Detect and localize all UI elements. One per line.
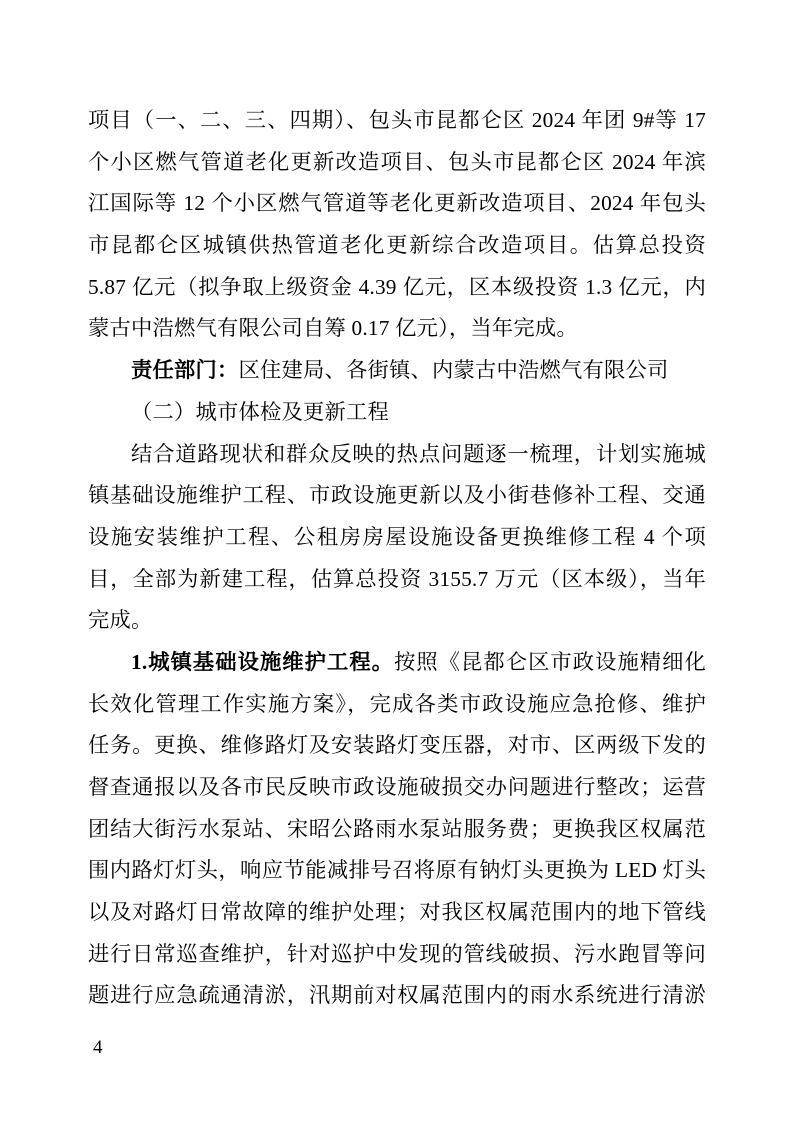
text-line: 项目（一、二、三、四期）、包头市昆都仑区 2024 年团 9#等 17 [88,108,706,132]
text-line: 以及对路灯日常故障的维护处理；对我区权属范围内的地下管线 [88,900,706,925]
text-line: 督查通报以及各市民反映市政设施破损交办问题进行整改；运营 [88,775,706,799]
text-line: 蒙古中浩燃气有限公司自筹 0.17 亿元），当年完成。 [88,316,578,341]
text-line: 个小区燃气管道老化更新改造项目、包头市昆都仑区 2024 年滨 [88,149,706,174]
text-line: 镇基础设施维护工程、市政设施更新以及小街巷修补工程、交通 [88,483,706,508]
bold-lead-text: 1.城镇基础设施维护工程。 [131,649,395,674]
text-line: 目，全部为新建工程，估算总投资 3155.7 万元（区本级），当年 [88,566,706,591]
text-line: 1.城镇基础设施维护工程。按照《昆都仑区市政设施精细化 [131,649,706,674]
text-line: （二）城市体检及更新工程 [131,399,389,424]
text-line: 进行日常巡查维护，针对巡护中发现的管线破损、污水跑冒等问 [88,941,706,966]
text-line: 题进行应急疏通清淤，汛期前对权属范围内的雨水系统进行清淤 [88,983,706,1008]
document-body [88,100,706,1017]
text-line: 任务。更换、维修路灯及安装路灯变压器，对市、区两级下发的 [88,733,706,758]
text-line: 5.87 亿元（拟争取上级资金 4.39 亿元，区本级投资 1.3 亿元，内 [88,274,706,299]
text-line: 围内路灯灯头，响应节能减排号召将原有钠灯头更换为 LED 灯头 [88,858,706,883]
text-line: 结合道路现状和群众反映的热点问题逐一梳理，计划实施城 [131,441,706,466]
text-line: 长效化管理工作实施方案》，完成各类市政设施应急抢修、维护 [88,691,706,716]
text-line: 团结大街污水泵站、宋昭公路雨水泵站服务费；更换我区权属范 [88,816,706,841]
text-line: 设施安装维护工程、公租房房屋设施设备更换维修工程 4 个项 [88,524,706,549]
text-line: 完成。 [88,608,153,633]
bold-lead-text: 责任部门： [131,358,239,383]
text-line: 江国际等 12 个小区燃气管道等老化更新改造项目、2024 年包头 [88,191,706,216]
page-number: 4 [93,1037,103,1058]
text-line: 责任部门：区住建局、各街镇、内蒙古中浩燃气有限公司 [131,358,669,383]
text-line: 市昆都仑区城镇供热管道老化更新综合改造项目。估算总投资 [88,233,706,258]
